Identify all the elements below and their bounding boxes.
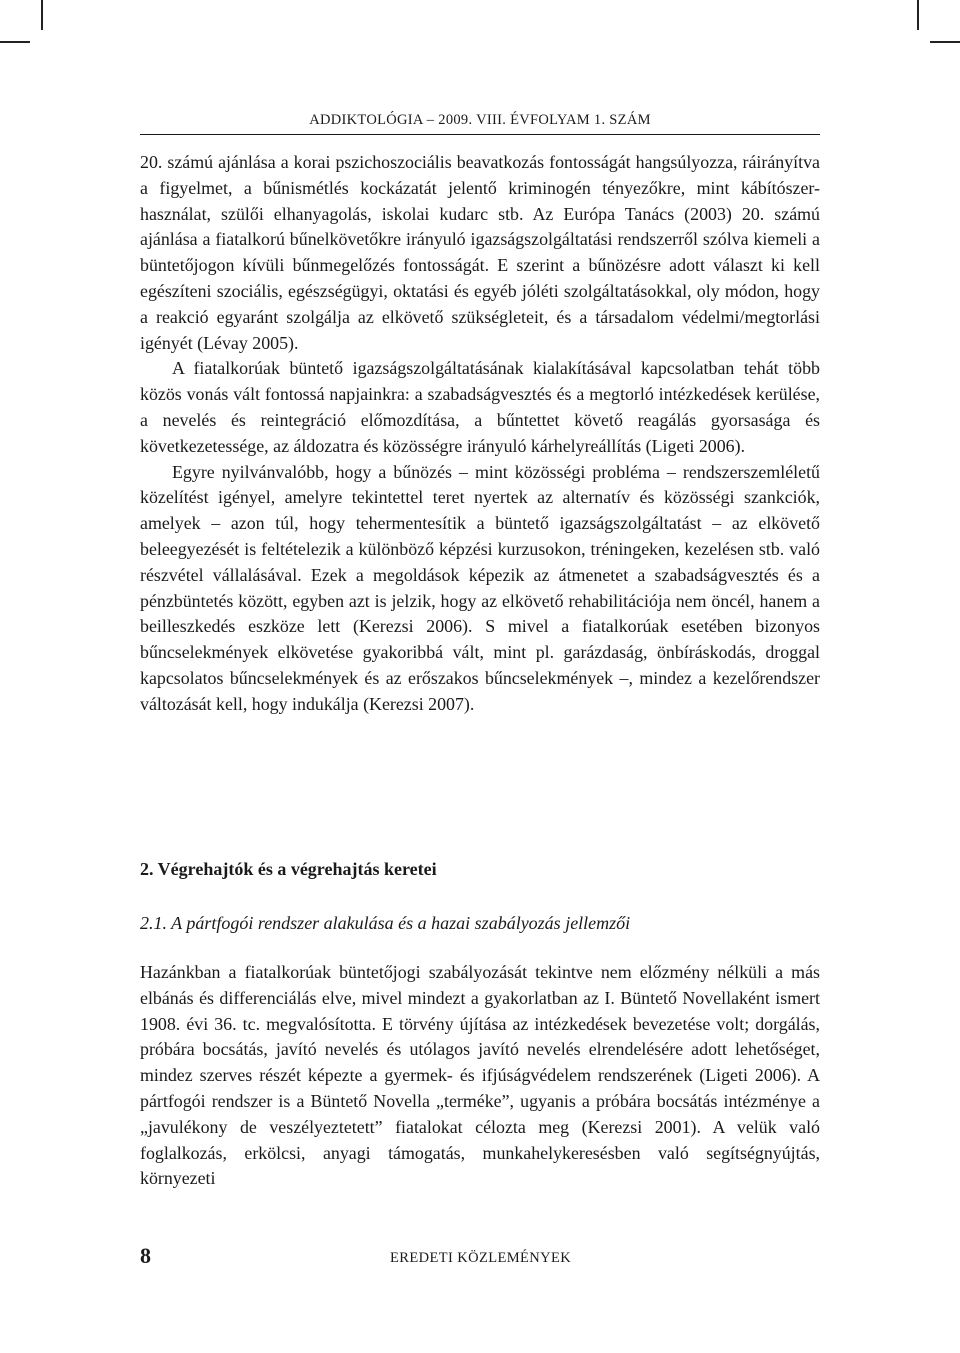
crop-mark-top-left-horizontal [0,41,30,43]
paragraph-1: 20. számú ajánlása a korai pszichoszociális beavatkozás fontosságát hangsúlyozza, ráirányítva a figyelmet, a bűnismétlés kockázatát jelentő kriminogén tényezőkre, mint kábítószer-használat, szülői elhanyagolás, iskolai kudarc stb. Az Európa Tanács (2003) 20. számú ajánlása a fiatalkorú bűnelkövetőkre irányuló igazságszolgáltatási rendszerről szólva kiemeli a büntetőjogon kívüli bűnmegelőzés fontosságát. E szerint a bűnözésre adott választ ki kell egészíteni szociális, egészségügyi, oktatási és egyéb jóléti szolgáltatásokkal, oly módon, hogy a reakció egyaránt szolgálja az elkövető szükségleteit, és a társadalom védelmi/megtorlási igényét (Lévay 2005). [140,152,820,353]
running-header: ADDIKTOLÓGIA – 2009. VIII. ÉVFOLYAM 1. SZÁM [309,112,651,128]
crop-mark-top-left-vertical [41,0,43,30]
crop-mark-top-right-vertical [917,0,919,30]
section-heading: 2. Végrehajtók és a végrehajtás keretei [140,859,437,879]
crop-mark-top-right-horizontal [930,41,960,43]
paragraph-2: A fiatalkorúak büntető igazságszolgáltatásának kialakításával kapcsolatban tehát több közös vonás vált fontossá napjainkra: a szabadságvesztés és a megtorló intézkedések kerülése, a nevelés és reintegráció előmozdítása, a bűntettet követő reagálás gyorsasága és következetessége, az áldozatra és közösségre irányuló kárhelyreállítás (Ligeti 2006). [140,358,820,456]
body-text [140,150,820,718]
page-number: 8 [140,1243,151,1268]
subsection-heading: 2.1. A pártfogói rendszer alakulása és a hazai szabályozás jellemzői [140,913,631,933]
paragraph-4: Hazánkban a fiatalkorúak büntetőjogi szabályozását tekintve nem előzmény nélküli a más elbánás és differenciálás elve, mivel mindezt a gyakorlatban az I. Büntető Novellaként ismert 1908. évi 36. tc. megvalósította. E törvény újítása az intézkedések bevezetése volt; dorgálás, próbára bocsátás, javító nevelés és utólagos javító nevelés elrendelésére adott lehetőséget, mindez szerves részét képezte a gyermek- és ifjúságvédelem rendszerének (Ligeti 2006). A pártfogói rendszer is a Büntető Novella „terméke”, ugyanis a próbára bocsátás intézménye a „javulékony de veszélyeztetett” fiatalokat célozta meg (Kerezsi 2001). A velük való foglalkozás, erkölcsi, anyagi támogatás, munkahelykeresésben való segítségnyújtás, környezeti [140,962,820,1189]
section-body-text [140,960,820,1192]
header-rule [140,134,820,135]
footer-section-label: EREDETI KÖZLEMÉNYEK [390,1250,572,1266]
paragraph-3: Egyre nyilvánvalóbb, hogy a bűnözés – mint közösségi probléma – rendszerszemléletű közelítést igényel, amelyre tekintettel teret nyertek az alternatív és közösségi szankciók, amelyek – azon túl, hogy tehermentesítik a büntető igazságszolgáltatást – az elkövető beleegyezését is feltételezik a különböző képzési kurzusokon, tréningeken, kezelésen stb. való részvétel vállalásával. Ezek a megoldások képezik az átmenetet a szabadságvesztés és a pénzbüntetés között, egyben azt is jelzik, hogy az elkövető rehabilitációja nem öncél, hanem a beilleszkedés eszköze lett (Kerezsi 2006). S mivel a fiatalkorúak esetében bizonyos bűncselekmények elkövetése gyakoribbá vált, mint pl. garázdaság, önbíráskodás, droggal kapcsolatos bűncselekmények és az erőszakos bűncselekmények –, mindez a kezelőrendszer változását kell, hogy indukálja (Kerezsi 2007). [140,461,820,714]
